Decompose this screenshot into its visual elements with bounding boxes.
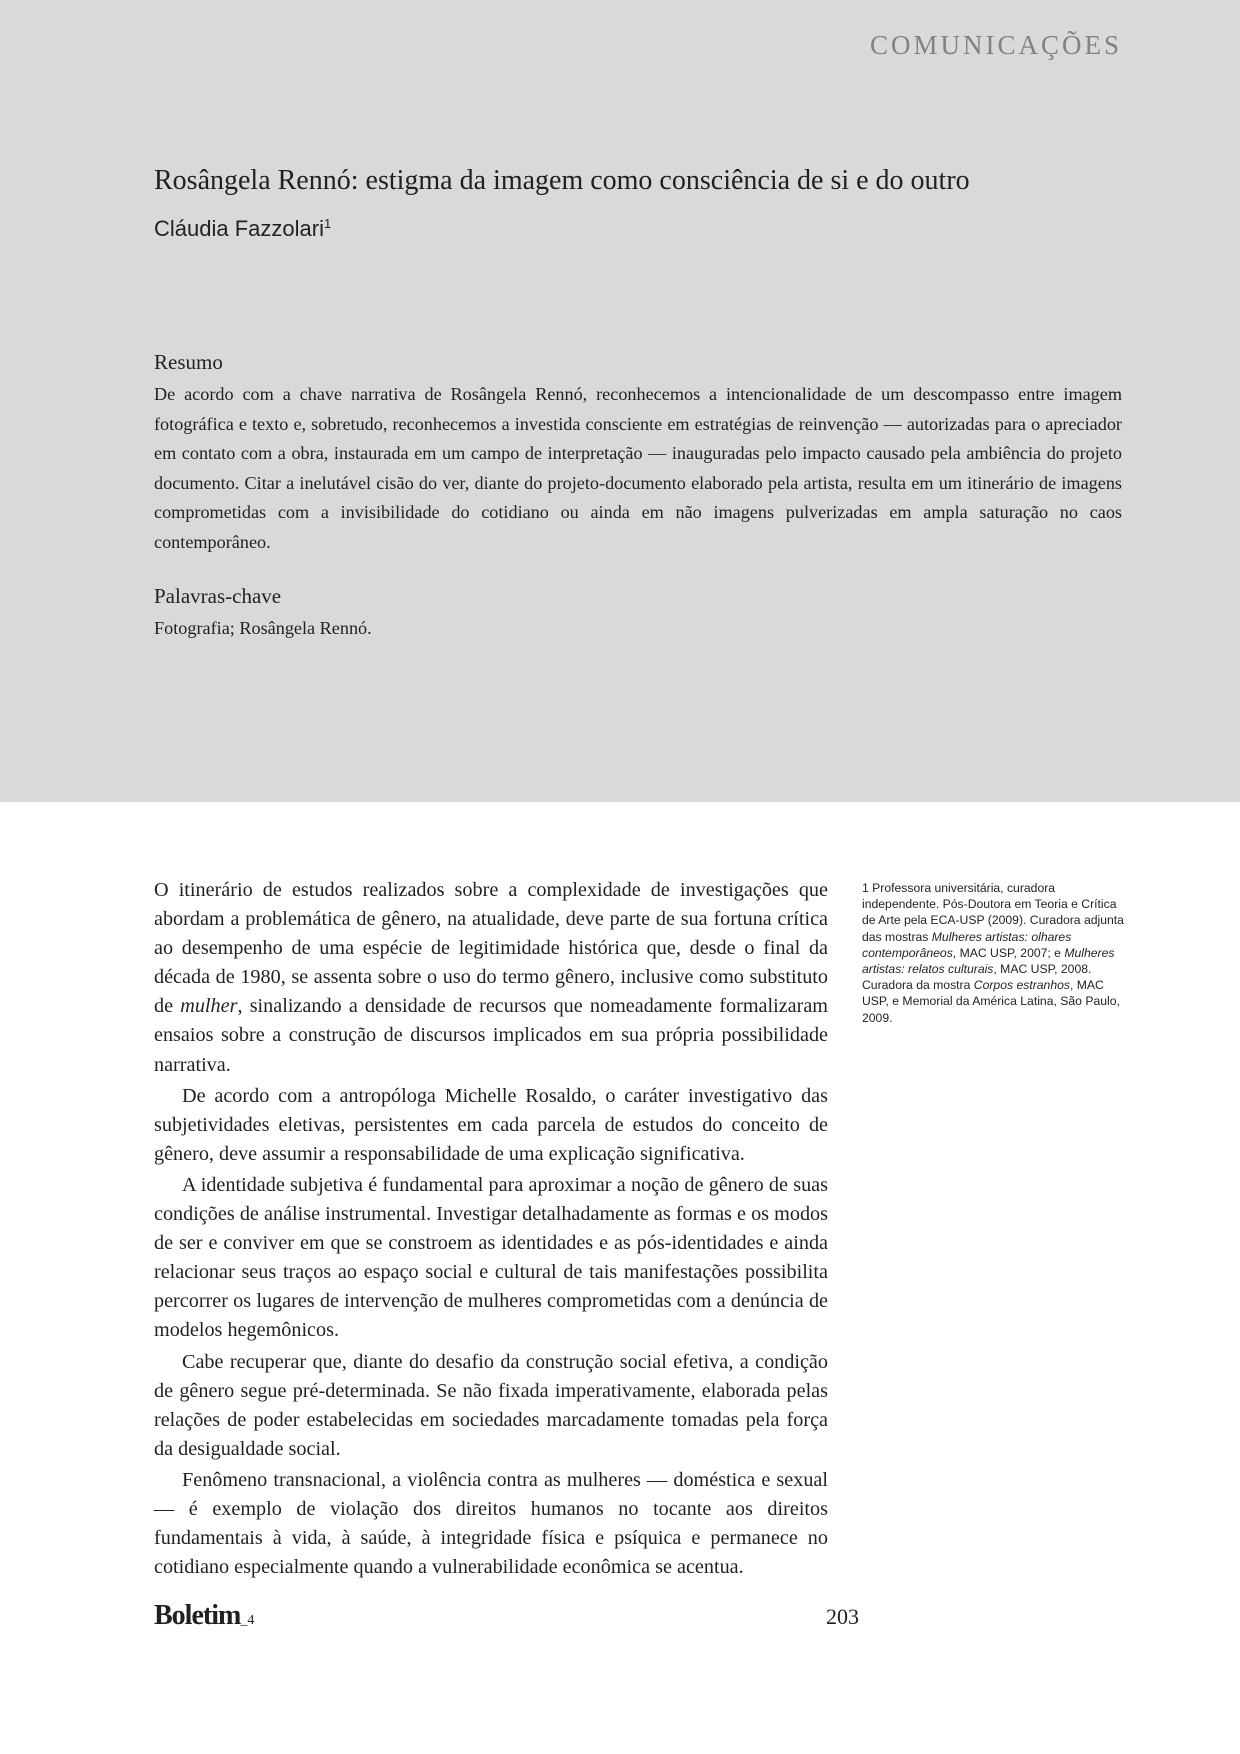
footnote-ref[interactable]: 1 <box>323 216 332 231</box>
abstract-heading: Resumo <box>154 350 223 374</box>
body-paragraph-1: O itinerário de estudos realizados sobre a complexidade de investigações que abordam a problemática de gênero, na atualidade, deve parte de sua fortuna crítica ao desempenho de uma espécie de legitimidade histórica que, desde o final da década de 1980, se assenta sobre o uso do termo gênero, inclusive como substituto de mulher, sinalizando a densidade de recursos que nomeadamente formalizaram ensaios sobre a construção de discursos implicados em sua própria possibilidade narrativa. <box>154 879 828 1076</box>
abstract-text: De acordo com a chave narrativa de Rosângela Rennó, reconhecemos a intencionalidade de um descompasso entre imagem fotográfica e texto e, sobretudo, reconhecemos a investida consciente em estratégias de reinvenção — autorizadas para o apreciador em contato com a obra, instaurada em um campo de interpretação — inauguradas pelo impacto causado pela ambiência do projeto documento. Citar a inelutável cisão do ver, diante do projeto-documento elaborado pela artista, resulta em um itinerário de imagens comprometidas com a invisibilidade do cotidiano ou ainda em não imagens pulverizadas em ampla saturação no caos contemporâneo. <box>154 384 1122 552</box>
journal-name: Boletim_4 <box>154 1600 255 1631</box>
page-number: 203 <box>826 1604 859 1629</box>
section-label: COMUNICAÇÕES <box>869 30 1122 60</box>
article-title: Rosângela Rennó: estigma da imagem como consciência de si e do outro <box>154 165 970 196</box>
body-paragraph-4: Cabe recuperar que, diante do desafio da construção social efetiva, a condição de gênero segue pré-determinada. Se não fixada imperativamente, elaborada pelas relações de poder estabelecidas em sociedades marcadamente tomadas pela força da desigualdade social. <box>154 1350 828 1460</box>
journal-issue: _4 <box>240 1613 255 1628</box>
keywords-text: Fotografia; Rosângela Rennó. <box>154 618 372 638</box>
body-text <box>154 876 828 1582</box>
footnote: 1 Professora universitária, curadora independente. Pós-Doutora em Teoria e Crítica de Arte pela ECA-USP (2009). Curadora adjunta das mostras Mulheres artistas: olhares contemporâneos, MAC USP, 2007; e Mulheres artistas: relatos culturais, MAC USP, 2008. Curadora da mostra Corpos estranhos, MAC USP, e Memorial da América Latina, São Paulo, 2009. <box>862 881 1124 1025</box>
emphasis-mulher: mulher <box>180 995 238 1018</box>
body-paragraph-2: De acordo com a antropóloga Michelle Rosaldo, o caráter investigativo das subjetividades eletivas, persistentes em cada parcela de estudos do conceito de gênero, deve assumir a responsabilidade de uma explicação significativa. <box>154 1084 828 1165</box>
body-paragraph-5: Fenômeno transnacional, a violência contra as mulheres — doméstica e sexual — é exemplo de violação dos direitos humanos no tocante aos direitos fundamentais à vida, à saúde, à integridade física e psíquica e permanece no cotidiano especialmente quando a vulnerabilidade econômica se acentua. <box>154 1468 828 1579</box>
body-paragraph-3: A identidade subjetiva é fundamental para aproximar a noção de gênero de suas condições de análise instrumental. Investigar detalhadamente as formas e os modos de ser e conviver em que se constroem as identidades e as pós-identidades e ainda relacionar seus traços ao espaço social e cultural de tais manifestações possibilita percorrer os lugares de intervenção de mulheres comprometidas com a denúncia de modelos hegemônicos. <box>154 1173 828 1342</box>
keywords-heading: Palavras-chave <box>154 584 282 608</box>
author-name: Cláudia Fazzolari <box>154 216 324 241</box>
author-line <box>154 216 331 242</box>
